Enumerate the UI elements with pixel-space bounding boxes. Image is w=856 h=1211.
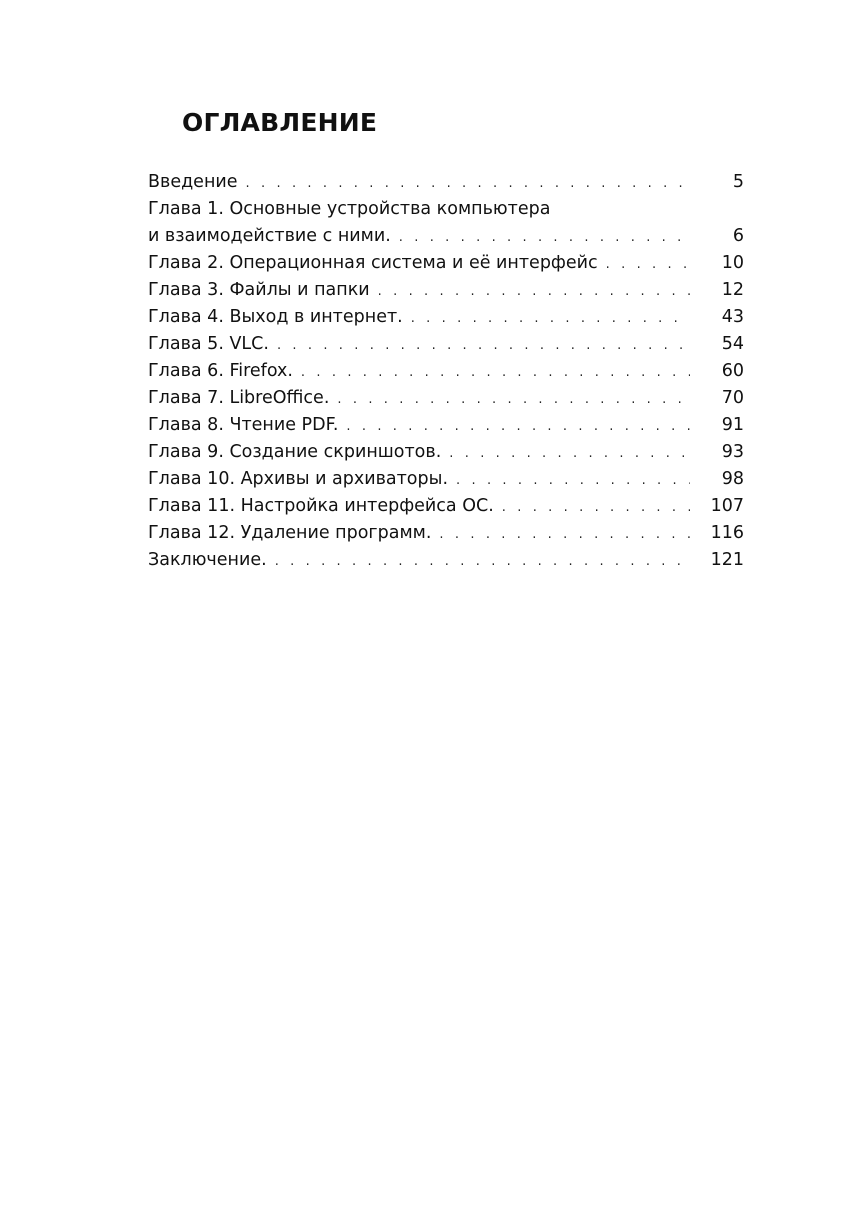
toc-entry-title: Заключение. xyxy=(148,550,267,570)
toc-entry-chapter-6 xyxy=(148,358,744,385)
toc-entry-page: 54 xyxy=(721,334,744,354)
toc-entry-title: Введение xyxy=(148,172,238,192)
toc-entry-title: Глава 6. Firefox. xyxy=(148,361,293,381)
dot-leader xyxy=(456,473,690,488)
dot-leader xyxy=(337,392,690,407)
toc-entry-page: 12 xyxy=(721,280,744,300)
dot-leader xyxy=(399,230,690,245)
dot-leader xyxy=(346,419,690,434)
dot-leader xyxy=(411,311,690,326)
dot-leader xyxy=(275,554,690,569)
toc-entry-chapter-12 xyxy=(148,520,744,547)
toc-entry-title: Глава 10. Архивы и архиваторы. xyxy=(148,469,449,489)
toc-entry-page: 93 xyxy=(721,442,744,462)
toc-entry-title: Глава 11. Настройка интерфейса ОС. xyxy=(148,496,494,516)
toc-entry-title: Глава 9. Создание скриншотов. xyxy=(148,442,442,462)
toc-entry-chapter-1 xyxy=(148,196,744,250)
toc-entry-page: 121 xyxy=(710,550,744,570)
toc-entry-chapter-9 xyxy=(148,439,744,466)
toc-entry-title: Глава 12. Удаление программ. xyxy=(148,523,432,543)
dot-leader xyxy=(439,527,690,542)
dot-leader xyxy=(606,257,690,272)
toc-entry-chapter-8 xyxy=(148,412,744,439)
dot-leader xyxy=(378,284,690,299)
dot-leader xyxy=(277,338,690,353)
toc-entry-chapter-4 xyxy=(148,304,744,331)
toc-entry-introduction xyxy=(148,169,744,196)
toc-entry-page: 116 xyxy=(710,523,744,543)
toc-entry-page: 98 xyxy=(721,469,744,489)
toc-entry-title: Глава 4. Выход в интернет. xyxy=(148,307,403,327)
toc-entry-chapter-11 xyxy=(148,493,744,520)
toc-entry-title: Глава 2. Операционная система и её интерфейс xyxy=(148,253,598,273)
toc-entry-title: Глава 3. Файлы и папки xyxy=(148,280,370,300)
toc-heading: ОГЛАВЛЕНИЕ xyxy=(182,108,378,137)
toc-entry-page: 6 xyxy=(732,226,744,246)
toc-entry-title-line1: Глава 1. Основные устройства компьютера xyxy=(148,199,551,219)
toc-entry-page: 70 xyxy=(721,388,744,408)
toc-entry-title: и взаимодействие с ними. xyxy=(148,226,391,246)
toc-entry-chapter-10 xyxy=(148,466,744,493)
toc-entry-page: 10 xyxy=(721,253,744,273)
toc-entry-chapter-3 xyxy=(148,277,744,304)
toc-entry-title: Глава 7. LibreOffice. xyxy=(148,388,330,408)
toc-entry-page: 5 xyxy=(732,172,744,192)
toc-entry-page: 60 xyxy=(721,361,744,381)
toc-list xyxy=(148,169,744,574)
dot-leader xyxy=(449,446,690,461)
dot-leader xyxy=(246,176,690,191)
toc-entry-page: 107 xyxy=(710,496,744,516)
toc-entry-page: 91 xyxy=(721,415,744,435)
dot-leader xyxy=(502,500,690,515)
toc-entry-page: 43 xyxy=(721,307,744,327)
toc-entry-chapter-7 xyxy=(148,385,744,412)
dot-leader xyxy=(301,365,690,380)
toc-entry-title: Глава 5. VLC. xyxy=(148,334,269,354)
toc-entry-conclusion xyxy=(148,547,744,574)
toc-entry-chapter-2 xyxy=(148,250,744,277)
toc-entry-chapter-5 xyxy=(148,331,744,358)
toc-entry-title: Глава 8. Чтение PDF. xyxy=(148,415,339,435)
